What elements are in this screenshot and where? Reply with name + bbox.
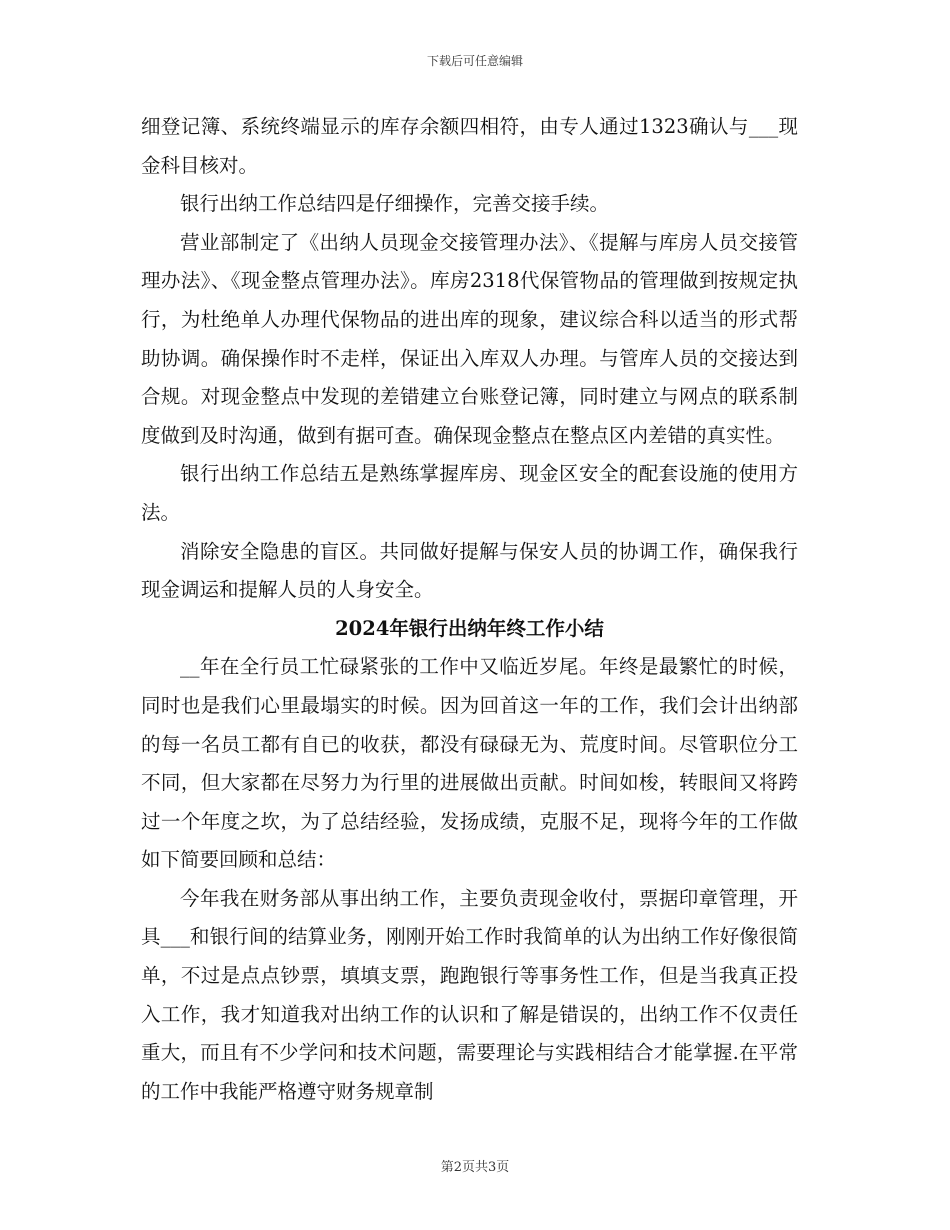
paragraph-continuation: 细登记簿、系统终端显示的库存余额四相符，由专人通过1323确认与___现金科目核对。 [141, 115, 798, 177]
paragraph-year-review: __年在全行员工忙碌紧张的工作中又临近岁尾。年终是最繁忙的时候，同时也是我们心里最塌实的时候。因为回首这一年的工作，我们会计出纳部的每一名员工都有自已的收获，都没有碌碌无为、荒度时间。尽管职位分工不同，但大家都在尽努力为行里的进展做出贡献。时间如梭，转眼间又将跨过一个年度之坎，为了总结经验，发扬成绩，克服不足，现将今年的工作做如下简要回顾和总结： [141, 655, 798, 872]
document-body [141, 108, 798, 1111]
paragraph-summary-four: 银行出纳工作总结四是仔细操作，完善交接手续。 [180, 192, 610, 216]
paragraph-cashier-work: 今年我在财务部从事出纳工作，主要负责现金收付，票据印章管理，开具___和银行间的结算业务，刚刚开始工作时我简单的认为出纳工作好像很简单，不过是点点钞票，填填支票，跑跑银行等事务性工作，但是当我真正投入工作，我才知道我对出纳工作的认识和了解是错误的，出纳工作不仅责任重大，而且有不少学问和技术问题，需要理论与实践相结合才能掌握.在平常的工作中我能严格遵守财务规章制 [141, 886, 798, 1103]
section-heading: 2024年银行出纳年终工作小结 [335, 616, 604, 640]
page-number: 第2页共3页 [440, 1160, 510, 1175]
paragraph-safety: 消除安全隐患的盲区。共同做好提解与保安人员的协调工作，确保我行现金调运和提解人员的人身安全。 [141, 539, 798, 602]
page-header-note: 下载后可任意编辑 [426, 54, 523, 68]
paragraph-summary-five: 银行出纳工作总结五是熟练掌握库房、现金区安全的配套设施的使用方法。 [141, 462, 798, 524]
paragraph-handover-rules: 营业部制定了《出纳人员现金交接管理办法》、《提解与库房人员交接管理办法》、《现金整点管理办法》。库房2318代保管物品的管理做到按规定执行，为杜绝单人办理代保物品的进出库的现象，建议综合科以适当的形式帮助协调。确保操作时不走样，保证出入库双人办理。与管库人员的交接达到合规。对现金整点中发现的差错建立台账登记簿，同时建立与网点的联系制度做到及时沟通，做到有据可查。确保现金整点在整点区内差错的真实性。 [141, 230, 798, 447]
